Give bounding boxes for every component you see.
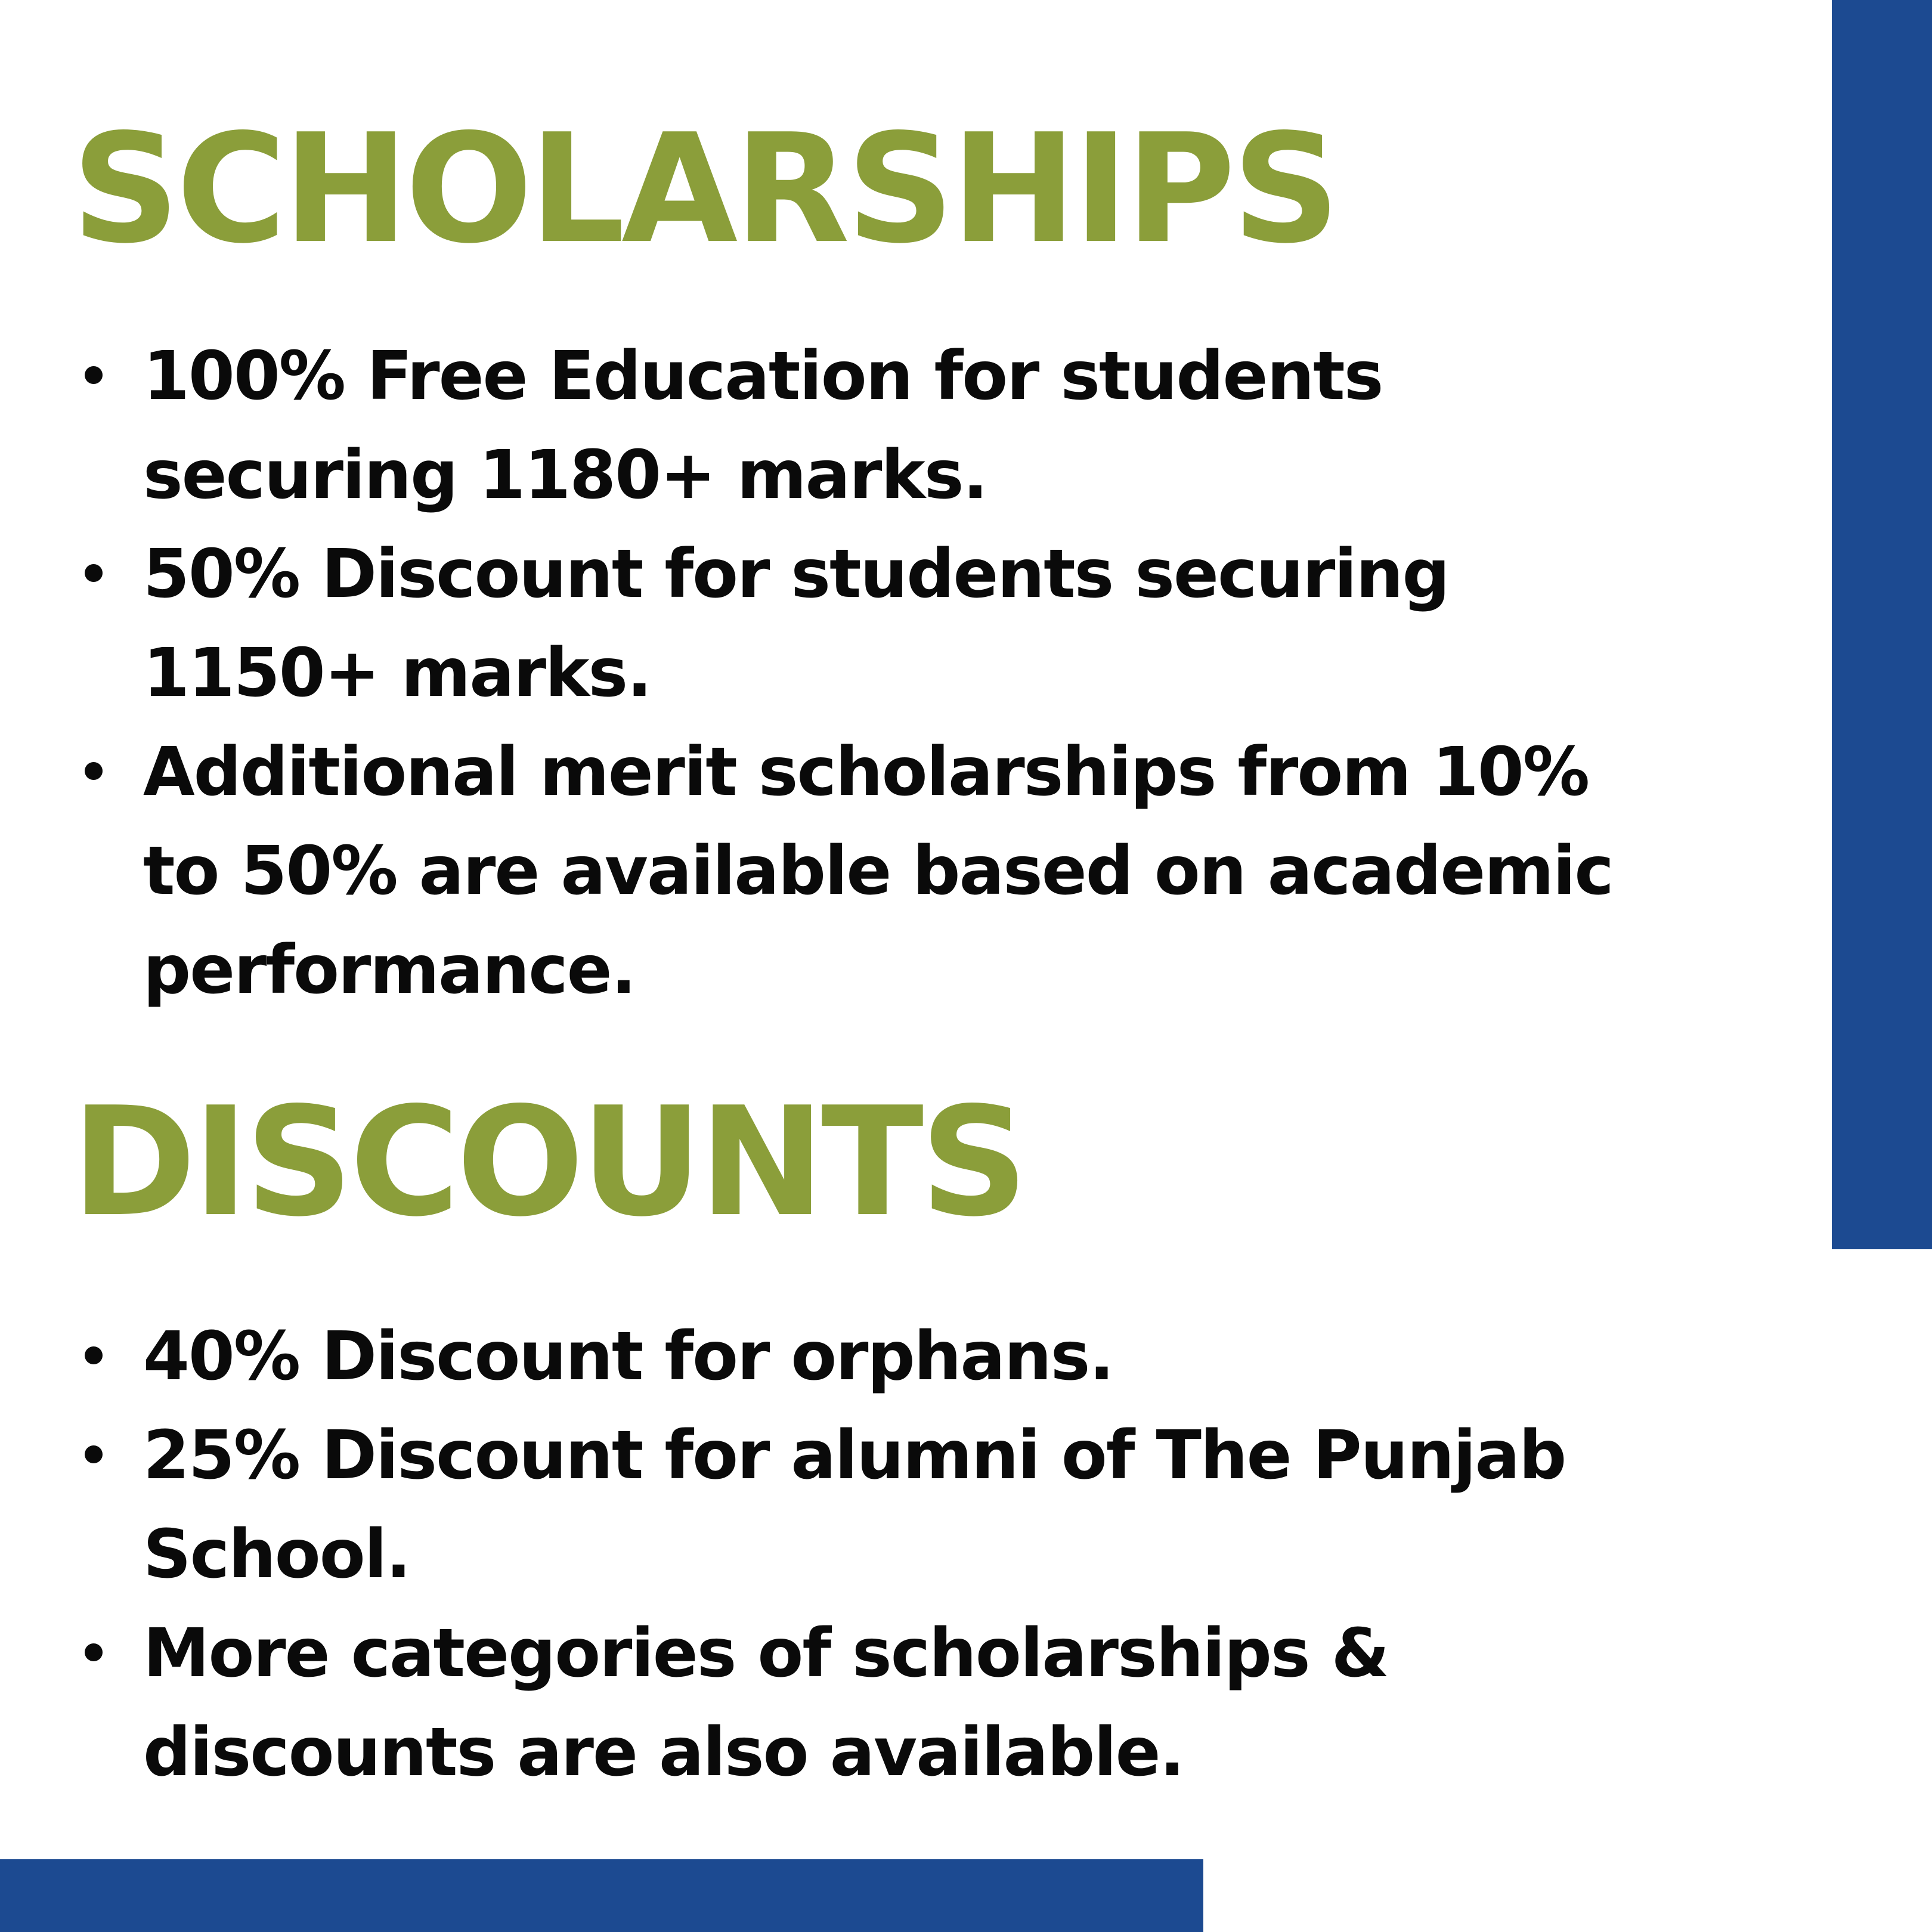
discount-item xyxy=(143,1307,1670,1406)
scholarship-item xyxy=(143,327,1670,525)
scholarships-list xyxy=(143,327,1670,1020)
discount-item xyxy=(143,1604,1670,1802)
scholarship-item-text: 100% Free Education for students securing 1180+ marks. xyxy=(143,338,1383,514)
scholarship-item xyxy=(143,723,1670,1020)
bullet-icon xyxy=(85,564,103,582)
scholarship-item-text: Additional merit scholarships from 10% to 50% are available based on academic performance. xyxy=(143,733,1613,1009)
discounts-list xyxy=(143,1307,1670,1802)
discount-item-text: 25% Discount for alumni of The Punjab School. xyxy=(143,1417,1566,1593)
scholarship-item xyxy=(143,525,1670,723)
bottom-accent-bar xyxy=(0,1859,1203,1932)
scholarship-item-text: 50% Discount for students securing 1150+ marks. xyxy=(143,535,1449,712)
bullet-icon xyxy=(85,1445,103,1463)
discount-item xyxy=(143,1406,1670,1604)
bullet-icon xyxy=(85,366,103,384)
bullet-icon xyxy=(85,1346,103,1364)
bullet-icon xyxy=(85,762,103,780)
discount-item-text: 40% Discount for orphans. xyxy=(143,1318,1113,1395)
bullet-icon xyxy=(85,1643,103,1661)
right-accent-bar xyxy=(1832,0,1932,1249)
discount-item-text: More categories of scholarships & discounts are also available. xyxy=(143,1615,1389,1791)
discounts-heading: DISCOUNTS xyxy=(72,1075,1025,1250)
scholarships-heading: SCHOLARSHIPS xyxy=(72,102,1337,277)
